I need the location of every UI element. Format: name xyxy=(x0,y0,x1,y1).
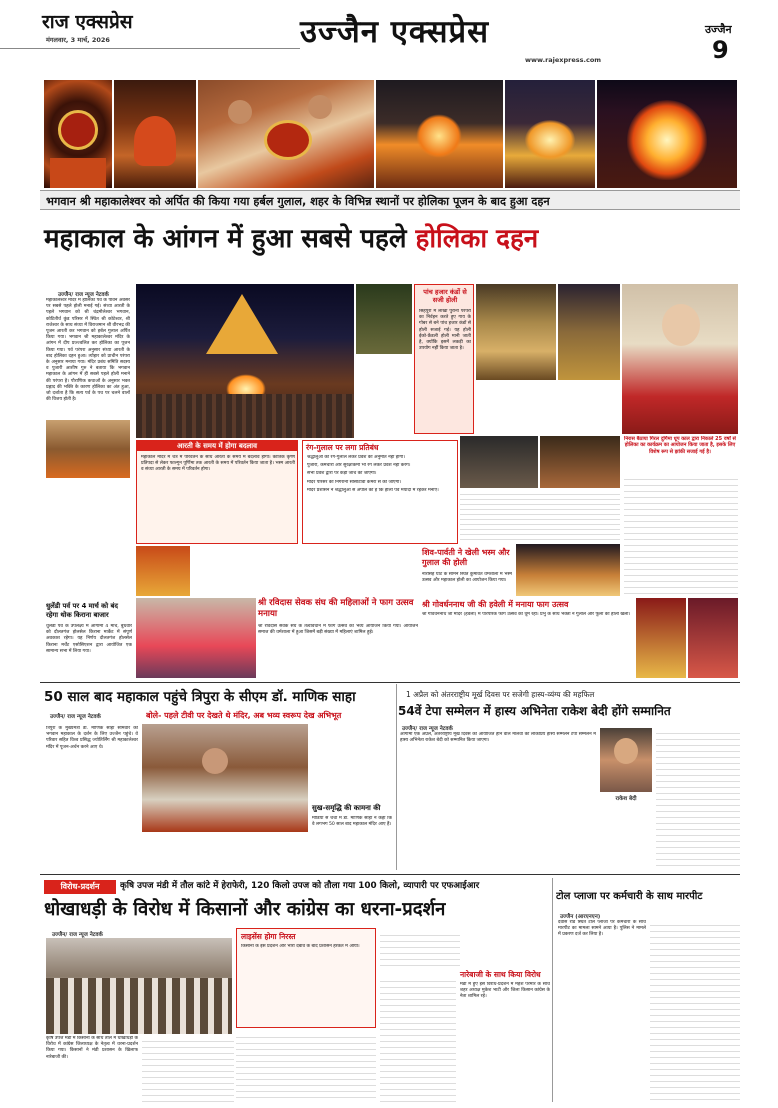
masthead xyxy=(0,0,778,78)
photo-procession-2 xyxy=(540,436,620,488)
shiv-body: नारसिंह घाट के सामने स्थित कुमावत धर्मशाला में भस्म उत्सव और महाकाल होली का आयोजन किया गया। xyxy=(422,572,512,584)
tripura-byline: उज्जैन/ राज न्यूज नेटवर्क xyxy=(50,714,101,720)
photo-tripura-cm xyxy=(142,724,308,832)
holika-statue-caption: निरास बैठाया गिरल दुर्गिमा धूप काल द्वारा निकाले 25 वर्षों से होलिका का कार्यक्रम का आयोजन किया जाता है, इसके लिए विशेष रूप से झांकी सजाई गई है। xyxy=(624,436,736,455)
aarti-box-title: आरती के समय में होगा बदलाव xyxy=(137,441,297,451)
photo-shiv-parvati xyxy=(516,544,620,596)
narebaji-title: नारेबाजी के साथ किया विरोध xyxy=(460,970,541,979)
april-kicker: 1 अप्रैल को अंतरराष्ट्रीय मूर्ख दिवस पर सजेगी हास्य-व्यंग्य की महफिल xyxy=(406,690,595,699)
virodh-body-3 xyxy=(236,1032,376,1102)
kande-box-body: सिंहपुरी में लाखों पुरानी परंपरा का निर्वहन करते हुए गाय के गोबर से बने पांच हजार कंडों से होली सजाई गई। यह होली ईको-फ्रेंडली होली मानी जाती है, क्योंकि इसमें लकड़ी का उपयोग नहीं किया जाता है। xyxy=(419,309,471,352)
right-column-body xyxy=(624,474,738,594)
procession-body xyxy=(460,490,620,544)
photo-holika-crowd-2 xyxy=(505,80,595,188)
licence-box-title: लाइसेंस होगा निरस्त xyxy=(241,932,296,941)
dhulendi-body: धुलेंडी पर्व के उपलक्ष्य में आगामी 4 मार्च, बुधवार को दौलतगंज होलसेल किराना मार्केट में संपूर्ण अवकाश रहेगा। यह निर्णय दौलतगंज होलसेल किराना मर्चेंट एसोसिएशन द्वारा आयोजित एक सामान्य सभा में लिया गया। xyxy=(46,624,132,654)
photo-rakesh-bedi xyxy=(600,728,652,792)
photo-holika-crowd-1 xyxy=(376,80,503,188)
narebaji-body: मंडी में हुए इस विरोध-प्रदर्शन में महेश परमार के साथ शहर अध्यक्ष मुकेश भाटी और जिला किसान कांग्रेस के नेता शामिल रहे। xyxy=(460,982,550,1000)
city-label: उज्जैन xyxy=(705,23,732,36)
tripura-subhead: बोले- पहले टीवी पर देखते थे मंदिर, अब भव्य स्वरूप देख अभिभूत xyxy=(146,711,342,720)
aarti-box-body: महाकाल मंदिर में चैत्र में परिवर्तन के साथ आरती के समय में बदलाव होगा। कार्तिक कृष्ण प्रतिपदा से लेकर फाल्गुन पूर्णिमा तक आरती के समय में परिवर्तन किया जाता है। भस्म आरती व संध्या आरती के समय में परिवर्तन होगा। xyxy=(141,455,295,473)
toll-headline: टोल प्लाजा पर कर्मचारी के साथ मारपीट xyxy=(556,891,703,902)
photo-ravidas xyxy=(136,598,256,678)
column-rule xyxy=(396,684,397,870)
kande-box-title: पांच हजार कंडों से सजी होली xyxy=(423,288,467,304)
ban-item: सभी प्रवेश द्वारों पर कड़ी जांच की जाएगी। xyxy=(307,471,377,477)
section-rule-1 xyxy=(40,682,740,683)
photo-mahakal-pujari xyxy=(198,80,374,188)
virodh-body-4 xyxy=(380,930,460,970)
photo-mahakal-shringar xyxy=(44,80,112,188)
masthead-date: मंगलवार, 3 मार्च, 2026 xyxy=(46,36,110,44)
april-body-right xyxy=(656,728,740,866)
aarti-box xyxy=(136,440,298,544)
licence-box xyxy=(236,928,376,1028)
lead-headline-accent: होलिका दहन xyxy=(415,224,539,254)
tripura-headline: 50 साल बाद महाकाल पहुंचे त्रिपुरा के सीएम डॉ. माणिक साहा xyxy=(44,689,356,705)
ravidas-title: श्री रविदास सेवक संघ की महिलाओं ने फाग उत्सव मनाया xyxy=(258,598,414,619)
masthead-underline xyxy=(0,48,300,49)
kande-box xyxy=(414,284,474,434)
lead-byline: उज्जैन/ राज न्यूज नेटवर्क xyxy=(58,292,109,298)
photo-mahakal-temple-night xyxy=(136,284,354,438)
april-body: आगामी एक अप्रैल, अंतरराष्ट्रीय मूर्ख दिवस को आयोजित होने वाले मालवा की लोकप्रिय हास्य सम्मेलन टेपा सम्मेलन में हास्य अभिनेता राकेश बेदी को सम्मानित किया जाएगा। xyxy=(400,732,596,744)
photo-holika-small xyxy=(46,420,130,478)
photo-holika-fire xyxy=(597,80,737,188)
shiv-title: शिव-पार्वती ने खेली भस्म और गुलाल की होली xyxy=(422,548,510,567)
ravidas-body: श्री रविदास सेवक संघ के तत्वावधान में फाग उत्सव का भव्य आयोजन किया गया। आयोजन समाज की धर्मशाला में हुआ जिसमें बड़ी संख्या में महिलाएं शामिल हुई। xyxy=(258,624,418,636)
virodh-body-5 xyxy=(380,976,456,1102)
april-byline: उज्जैन/ राज न्यूज नेटवर्क xyxy=(402,726,453,732)
tripura-body: त्रिपुरा के मुख्यमंत्री डॉ. माणिक साहा सोमवार को भगवान महाकाल के दर्शन के लिए उज्जैन पहुंचे। वे परिवार सहित विश्व प्रसिद्ध ज्योतिर्लिंग श्री महाकालेश्वर मंदिर में पूजन-अर्चन करने आए थे। xyxy=(46,726,138,750)
gobardhan-body: श्री गोवर्धननाथ जी मंदिर (हवेली) में पारंपरिक फाग उत्सव की धूम रही। प्रभु के साथ भक्तों ने गुलाल और फूलों की होली खेली। xyxy=(422,612,631,617)
virodh-headline: धोखाधड़ी के विरोध में किसानों और कांग्रेस का धरना-प्रदर्शन xyxy=(44,899,446,920)
rakesh-bedi-caption: राकेश बेदी xyxy=(615,796,637,802)
lead-body: महाकालेश्वर मंदिर में होलिका पर्व के पावन अवसर पर सबसे पहले होली मनाई गई। संध्या आरती के पहले भगवान को श्री चंद्रमौलेश्वर भगवान, कोटितीर्थ कुंड परिसर में स्थित श्री कोटेश्वर, श्री राजेश्वर के साथ संध्या में विराजमान श्री वीरभद्र की पूजन आरती कर भगवान को हर्बल गुलाल अर्पित किया गया। भगवान श्री महाकालेश्वर मंदिर के आंगन में दीप प्रज्ज्वलित कर होलिका का पूजन किया गया। पर्व परंपरा अनुसार संध्या आरती के बाद होलिका दहन हुआ। त्योहार को प्राचीन परंपरा के अनुसार मनाया गया। मंदिर प्रबंध समिति सदस्य व पुजारी आशीष गुरु ने बताया कि भगवान महाकाल के आंगन में ही सबसे पहले होली मनाने की परंपरा है। पौराणिक कथाओं के अनुसार भक्त प्रह्लाद की भक्ति के कारण होलिका का अंत हुआ, जो दर्शाता है कि सत्य पर्व के पथ पर चलने वालों की विजय होती है। xyxy=(46,298,130,403)
website-url[interactable]: www.rajexpress.com xyxy=(525,56,602,64)
photo-caption-text: भगवान श्री महाकालेश्वर को अर्पित की किया गया हर्बल गुलाल, शहर के विभिन्न स्थानों पर होलिका पूजन के बाद हुआ दहन xyxy=(46,195,550,208)
photo-temple-crowd xyxy=(356,284,412,354)
ban-item: पुजारी, कर्मचारी और सुरक्षाकर्मी भी रंग लेकर प्रवेश नहीं करेंगे। xyxy=(307,463,411,469)
photo-kande-holika xyxy=(476,284,556,380)
toll-body: देवास रोड स्थित टोल प्लाजा पर कर्मचारी के साथ मारपीट का मामला सामने आया है। पुलिस ने मामले में प्रकरण दर्ज कर लिया है। xyxy=(558,920,646,938)
photo-gobardhan-1 xyxy=(636,598,686,678)
lead-headline xyxy=(44,218,744,260)
toll-body-2 xyxy=(650,920,740,1102)
photo-procession-1 xyxy=(460,436,538,488)
photo-puja-thali xyxy=(136,546,190,596)
photo-mahakal-aarti xyxy=(114,80,196,188)
photo-holika-statue xyxy=(622,284,738,434)
edition-title: उज्जैन एक्सप्रेस xyxy=(300,14,490,50)
photo-gobardhan-2 xyxy=(688,598,738,678)
ban-box-title: रंग-गुलाल पर लगा प्रतिबंध xyxy=(306,443,379,452)
april-headline: 54वें टेपा सम्मेलन में हास्य अभिनेता राकेश बेदी होंगे सम्मानित xyxy=(398,704,671,718)
page-number: 9 xyxy=(712,36,729,64)
dhulendi-head: धुलेंडी पर्व पर 4 मार्च को बंद रहेगा थोक किराना बाजार xyxy=(46,602,119,619)
virodh-kicker: कृषि उपज मंडी में तौल कांटे में हेराफेरी, 120 किलो उपज को तौला गया 100 किलो, व्यापारी पर एफआईआर xyxy=(120,881,480,891)
tripura-box-body: मीडिया से चर्चा में डॉ. माणिक साहा ने कहा कि वे लगभग 50 साल बाद महाकाल मंदिर आए हैं। xyxy=(312,816,392,828)
toll-byline: उज्जैन (आरएनएन) xyxy=(560,914,601,920)
ban-item: मंदिर प्रशासन ने श्रद्धालुओं से अपील की है कि होली पर्व मर्यादा में रहकर मनाएं। xyxy=(307,487,439,493)
photo-caption-strip xyxy=(40,190,740,210)
paper-name: राज एक्सप्रेस xyxy=(42,11,133,33)
tripura-box-title: सुख-समृद्धि की कामना की xyxy=(312,804,381,812)
virodh-body-2 xyxy=(142,1036,234,1102)
licence-box-body: किसानों के इस प्रदर्शन और भारी दबाव के बाद प्रशासन हरकत में आया। xyxy=(241,944,360,949)
lead-headline-main: महाकाल के आंगन में हुआ सबसे पहले xyxy=(44,224,416,254)
ban-box xyxy=(302,440,458,544)
gobardhan-title: श्री गोवर्धननाथ जी की हवेली में मनाया फाग उत्सव xyxy=(422,600,569,609)
virodh-byline: उज्जैन/ राज न्यूज नेटवर्क xyxy=(52,932,103,938)
photo-kande-closeup xyxy=(558,284,620,380)
photo-dharna xyxy=(46,938,232,1034)
ban-item: श्रद्धालुओं को रंग-गुलाल लेकर प्रवेश की अनुमति नहीं होगी। xyxy=(307,455,405,460)
virodh-tag: विरोध-प्रदर्शन xyxy=(44,880,116,894)
column-rule xyxy=(552,878,553,1102)
ban-item: मंदिर परिसर की निगरानी सीसीटीवी कैमरों से की जाएगी। xyxy=(307,479,402,485)
section-rule-2 xyxy=(40,874,740,875)
virodh-body: कृषि उपज मंडी में किसानों के साथ तौल में धोखाधड़ी के विरोध में कांग्रेस जिलाध्यक्ष के नेतृत्व में धरना-प्रदर्शन किया गया। किसानों ने मंडी प्रशासन के खिलाफ नारेबाजी की। xyxy=(46,1036,138,1060)
ban-box-list xyxy=(307,455,457,543)
